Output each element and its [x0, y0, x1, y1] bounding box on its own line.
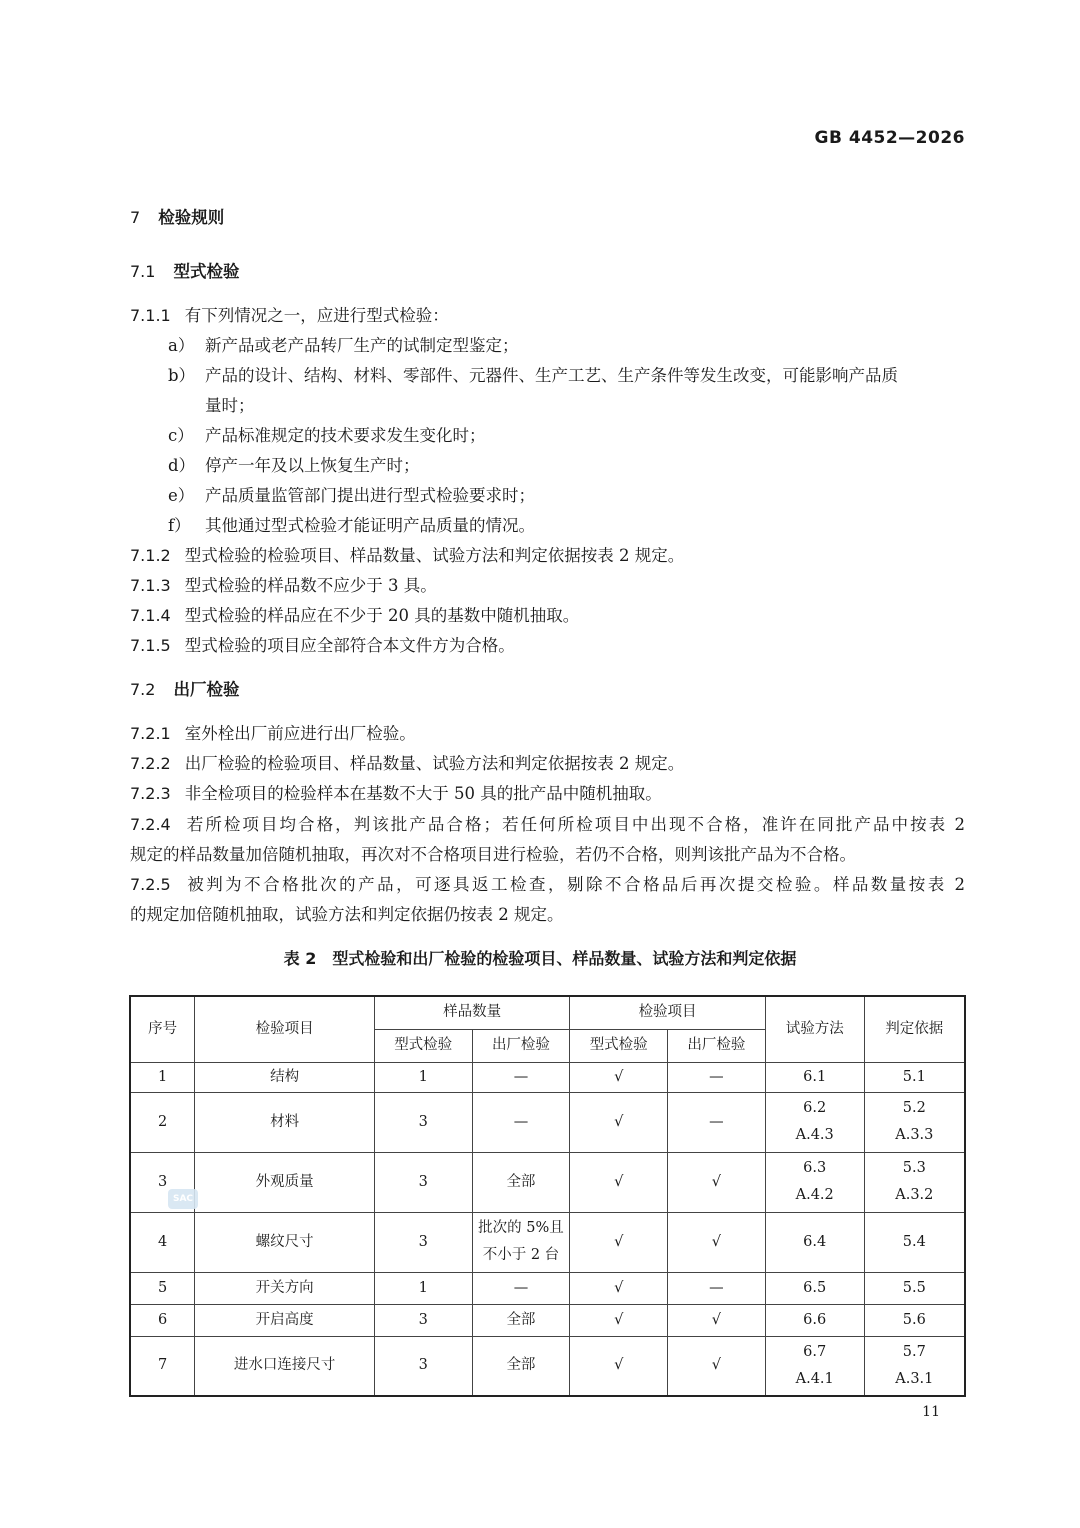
list-item-continuation: 量时；: [205, 396, 255, 415]
cell-chk-type: √: [570, 1212, 668, 1272]
clause-7-1-4: [130, 601, 965, 631]
header-qty-type: 型式检验: [374, 1029, 472, 1062]
clause-text: 被判为不合格批次的产品，可逐具返工检查，剔除不合格品后再次提交检验。样品数量按表 2: [184, 875, 965, 894]
clause-continuation: 规定的样品数量加倍随机抽取，再次对不合格项目进行检验，若仍不合格，则判该批产品为不合格。: [130, 845, 856, 864]
clause-text: 室外栓出厂前应进行出厂检验。: [184, 724, 416, 743]
clause-7-2-1: [130, 719, 965, 749]
cell-basis: [864, 1092, 965, 1152]
table-row: [130, 1062, 965, 1092]
section-number: 7.1: [130, 262, 156, 281]
clause-number: 7.2.5: [130, 875, 171, 894]
section-number: 7: [130, 208, 141, 227]
page-number: 11: [922, 1404, 940, 1420]
clause-text: 非全检项目的检验样本在基数不大于 50 具的批产品中随机抽取。: [184, 784, 662, 803]
cell-method: 6.5: [765, 1272, 864, 1304]
clause-text: 若所检项目均合格，判该批产品合格；若任何所检项目中出现不合格，准许在同批产品中按表 2: [184, 815, 965, 834]
cell-method-line1: 6.3: [803, 1160, 827, 1176]
clause-text: 型式检验的样品应在不少于 20 具的基数中随机抽取。: [184, 606, 580, 625]
cell-seq: 3: [130, 1152, 195, 1212]
list-item-text: 其他通过型式检验才能证明产品质量的情况。: [205, 516, 535, 535]
clause-number: 7.1.4: [130, 606, 171, 625]
cell-chk-type: √: [570, 1152, 668, 1212]
cell-qty-factory: [472, 1212, 570, 1272]
cell-basis-line1: 5.3: [902, 1160, 926, 1176]
cell-qty-factory: 全部: [472, 1304, 570, 1336]
cell-chk-type: √: [570, 1272, 668, 1304]
cell-qty-type: 1: [374, 1272, 472, 1304]
cell-seq: 5: [130, 1272, 195, 1304]
cell-item: 材料: [195, 1092, 374, 1152]
list-item-text: 新产品或老产品转厂生产的试制定型鉴定；: [205, 336, 519, 355]
cell-chk-type: √: [570, 1336, 668, 1396]
cell-method: [765, 1092, 864, 1152]
cell-basis: 5.4: [864, 1212, 965, 1272]
list-item-text: 产品的设计、结构、材料、零部件、元器件、生产工艺、生产条件等发生改变，可能影响产品质: [205, 366, 898, 385]
cell-basis-line1: 5.2: [902, 1100, 926, 1116]
cell-basis-line2: A.3.2: [895, 1187, 934, 1203]
cell-method-line2: A.4.2: [795, 1187, 834, 1203]
clause-7-1-2: [130, 541, 965, 571]
table-row: [130, 1336, 965, 1396]
header-qty-factory: 出厂检验: [472, 1029, 570, 1062]
table-row: [130, 1272, 965, 1304]
cell-chk-factory: √: [668, 1304, 766, 1336]
watermark-logo: SAC: [168, 1189, 198, 1209]
clause-number: 7.1.1: [130, 306, 171, 325]
clause-7-2-3: [130, 779, 965, 809]
clause-number: 7.1.3: [130, 576, 171, 595]
cell-qty-factory: 全部: [472, 1336, 570, 1396]
inspection-table: [129, 995, 966, 1397]
list-item: [168, 481, 965, 511]
cell-basis: [864, 1152, 965, 1212]
header-item: 检验项目: [195, 996, 374, 1062]
cell-basis-line2: A.3.1: [895, 1370, 934, 1387]
list-item-text: 停产一年及以上恢复生产时；: [205, 456, 420, 475]
cell-chk-type: √: [570, 1092, 668, 1152]
table-caption: 表 2 型式检验和出厂检验的检验项目、样品数量、试验方法和判定依据: [283, 949, 797, 968]
cell-qty-type: 3: [374, 1092, 472, 1152]
header-basis: 判定依据: [864, 996, 965, 1062]
cell-method-line1: 6.7: [803, 1343, 827, 1360]
list-item-label: b）: [168, 366, 196, 385]
cell-method: [765, 1336, 864, 1396]
cell-qty-factory-line1: 批次的 5%且: [478, 1220, 564, 1236]
cell-basis-line2: A.3.3: [895, 1127, 934, 1143]
clause-number: 7.2.2: [130, 754, 171, 773]
cell-qty-type: 3: [374, 1304, 472, 1336]
list-item: [168, 331, 965, 361]
cell-method: 6.6: [765, 1304, 864, 1336]
section-7-1-heading: [130, 257, 965, 287]
cell-qty-type: 3: [374, 1212, 472, 1272]
header-seq: 序号: [130, 996, 195, 1062]
table-row: [130, 1092, 965, 1152]
list-item-text: 产品质量监管部门提出进行型式检验要求时；: [205, 486, 535, 505]
list-item: [168, 511, 965, 541]
clause-7-1-5: [130, 631, 965, 661]
cell-item: 开启高度: [195, 1304, 374, 1336]
cell-seq: 2: [130, 1092, 195, 1152]
list-item: [168, 451, 965, 481]
cell-qty-factory-line2: 不小于 2 台: [482, 1247, 560, 1263]
clause-7-1-3: [130, 571, 965, 601]
clause-number: 7.2.1: [130, 724, 171, 743]
clause-number: 7.1.2: [130, 546, 171, 565]
cell-seq: 1: [130, 1062, 195, 1092]
cell-basis: 5.1: [864, 1062, 965, 1092]
clause-text: 型式检验的检验项目、样品数量、试验方法和判定依据按表 2 规定。: [184, 546, 685, 565]
clause-7-2-4: [130, 810, 965, 840]
table-row: [130, 1212, 965, 1272]
clause-continuation: 的规定加倍随机抽取，试验方法和判定依据仍按表 2 规定。: [130, 905, 564, 924]
header-method: 试验方法: [765, 996, 864, 1062]
cell-chk-factory: √: [668, 1212, 766, 1272]
cell-method: 6.1: [765, 1062, 864, 1092]
section-title: 型式检验: [173, 262, 240, 281]
cell-basis: 5.6: [864, 1304, 965, 1336]
cell-qty-factory: —: [472, 1062, 570, 1092]
list-item-label: f）: [168, 516, 191, 535]
list-item-label: d）: [168, 456, 196, 475]
cell-seq: 4: [130, 1212, 195, 1272]
section-title: 出厂检验: [173, 680, 240, 699]
cell-qty-factory: —: [472, 1272, 570, 1304]
table-row: [130, 1152, 965, 1212]
section-number: 7.2: [130, 680, 156, 699]
cell-item: 开关方向: [195, 1272, 374, 1304]
cell-item: 结构: [195, 1062, 374, 1092]
clause-text: 型式检验的样品数不应少于 3 具。: [184, 576, 437, 595]
cell-chk-factory: √: [668, 1336, 766, 1396]
cell-method-line1: 6.2: [803, 1100, 827, 1116]
clause-text: 型式检验的项目应全部符合本文件方为合格。: [184, 636, 515, 655]
cell-seq: 7: [130, 1336, 195, 1396]
list-item-text: 产品标准规定的技术要求发生变化时；: [205, 426, 486, 445]
section-7-heading: [130, 203, 965, 233]
cell-basis: [864, 1336, 965, 1396]
header-chk-factory: 出厂检验: [668, 1029, 766, 1062]
standard-number: GB 4452—2026: [814, 128, 965, 148]
clause-number: 7.2.3: [130, 784, 171, 803]
cell-basis: 5.5: [864, 1272, 965, 1304]
cell-qty-type: 3: [374, 1152, 472, 1212]
clause-text: 有下列情况之一，应进行型式检验：: [184, 306, 449, 325]
section-7-2-heading: [130, 675, 965, 705]
cell-chk-factory: —: [668, 1062, 766, 1092]
cell-item: 进水口连接尺寸: [195, 1336, 374, 1396]
cell-chk-factory: —: [668, 1092, 766, 1152]
clause-text: 出厂检验的检验项目、样品数量、试验方法和判定依据按表 2 规定。: [184, 754, 685, 773]
table-row: [130, 1304, 965, 1336]
cell-chk-factory: —: [668, 1272, 766, 1304]
clause-number: 7.2.4: [130, 815, 171, 834]
cell-qty-type: 3: [374, 1336, 472, 1396]
cell-basis-line1: 5.7: [902, 1343, 926, 1360]
cell-method-line2: A.4.1: [795, 1370, 834, 1387]
header-inspect-items: 检验项目: [570, 996, 765, 1029]
cell-chk-type: √: [570, 1304, 668, 1336]
cell-item: 外观质量: [195, 1152, 374, 1212]
list-item-label: e）: [168, 486, 195, 505]
cell-item: 螺纹尺寸: [195, 1212, 374, 1272]
cell-qty-factory: 全部: [472, 1152, 570, 1212]
cell-method-line2: A.4.3: [795, 1127, 834, 1143]
header-chk-type: 型式检验: [570, 1029, 668, 1062]
list-item: [168, 361, 965, 391]
cell-method: 6.4: [765, 1212, 864, 1272]
section-title: 检验规则: [158, 208, 225, 227]
cell-chk-type: √: [570, 1062, 668, 1092]
cell-qty-factory: —: [472, 1092, 570, 1152]
clause-7-2-2: [130, 749, 965, 779]
cell-method: [765, 1152, 864, 1212]
list-item-label: c）: [168, 426, 194, 445]
list-item-label: a）: [168, 336, 195, 355]
cell-seq: 6: [130, 1304, 195, 1336]
clause-number: 7.1.5: [130, 636, 171, 655]
cell-chk-factory: √: [668, 1152, 766, 1212]
cell-qty-type: 1: [374, 1062, 472, 1092]
list-item: [168, 421, 965, 451]
header-sample-qty: 样品数量: [374, 996, 570, 1029]
clause-7-2-5: [130, 870, 965, 900]
clause-7-1-1: [130, 301, 965, 331]
